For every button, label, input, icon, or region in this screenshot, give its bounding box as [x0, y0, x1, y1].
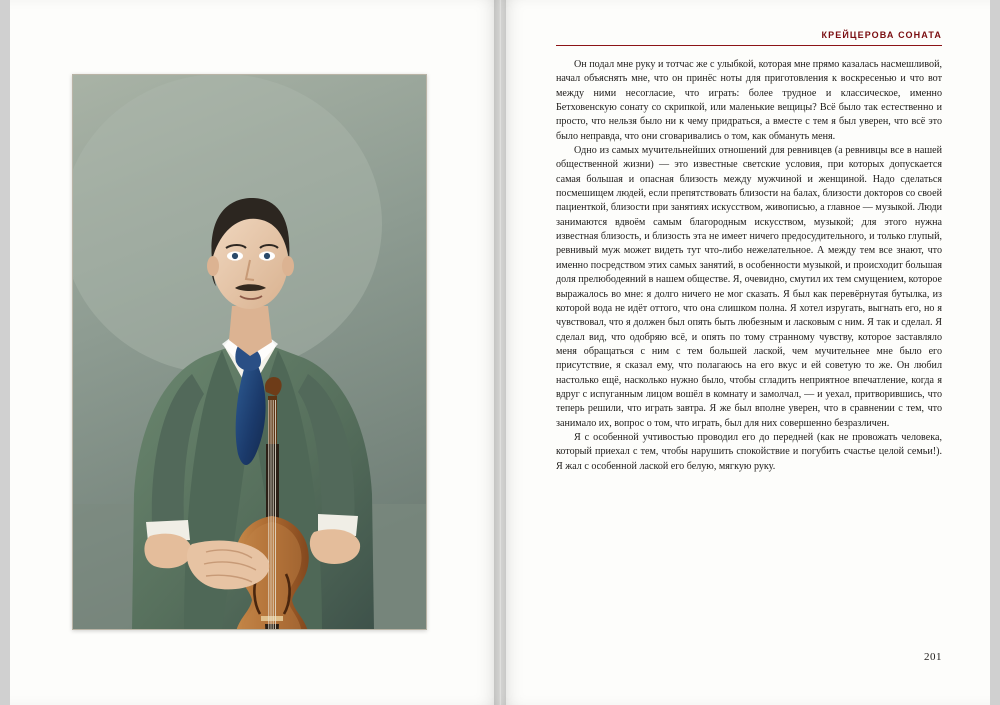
- left-page: [10, 0, 500, 705]
- illustration-plate: [72, 74, 427, 630]
- right-page: [500, 0, 990, 705]
- page-number: 201: [924, 651, 942, 663]
- header-rule: [556, 45, 942, 46]
- paragraph: Я с особенной учтивостью проводил его до передней (как не провожать человека, который приехал с тем, чтобы нарушить спокойствие и погубить счастье целой семьи!). Я жал с особенной лаской его белую, мягкую руку.: [556, 431, 942, 472]
- paragraph: Он подал мне руку и тотчас же с улыбкой, которая мне прямо казалась насмешливой, начал объяснять мне, что он принёс ноты для приготовления к воскресенью и что вот между ними несогласие, что играть: более трудное и классическое, именно Бетховенскую сонату со скрипкой, или маленькие вещицы? Всё было так естественно и просто, что нельзя было ни к чему придраться, а вместе с тем я был уверен, что всё это было неправда, что они сговаривались о том, как обмануть меня.: [556, 59, 942, 142]
- portrait-of-violinist-image: [72, 74, 427, 630]
- running-head: КРЕЙЦЕРОВА СОНАТА: [821, 30, 942, 40]
- body-text: [556, 58, 942, 474]
- paragraph: Одно из самых мучительнейших отношений для ревнивцев (а ревнивцы все в нашей общественной жизни) — это известные светские условия, при которых допускается самая большая и опасная близость между мужчиной и женщиной. Надо сделаться посмешищем людей, если препятствовать близости на балах, близости докторов со своей пациенткой, близости при занятиях искусством, живописью, а главное — музыкой. Люди занимаются вдвоём самым благородным искусством, музыкой; для этого нужна известная близость, и близость эта не имеет ничего предосудительного, и только глупый, ревнивый муж может видеть тут что-либо нежелательное. А между тем все знают, что именно посредством этих самых занятий, в особенности музыкой, и происходит большая доля прелюбодеяний в нашем обществе. Я, очевидно, смутил их тем смущением, которое выражалось во мне: я долго ничего не мог сказать. Я был как перевёрнутая бутылка, из которой вода не идёт оттого, что она слишком полна. Я хотел изругать, выгнать его, но я чувствовал, что я должен был опять быть любезным и ласковым с ним. Я так и сделал. Я сделал вид, что одобряю всё, и опять по тому странному чувству, которое заставляло меня обращаться с ним с тем большей лаской, чем мучительнее мне было его присутствие, я сказал ему, что полагаюсь на его вкус и ей советую то же. Он любил настолько ещё, насколько нужно было, чтобы сгладить неприятное впечатление, когда я вдруг с испуганным лицом вошёл в комнату и замолчал, — и уехал, притворившись, что теперь решили, что играть завтра. Я же был вполне уверен, что в сравнении с тем, что занимало их, вопрос о том, что играть, был для них совершенно безразличен.: [556, 145, 942, 429]
